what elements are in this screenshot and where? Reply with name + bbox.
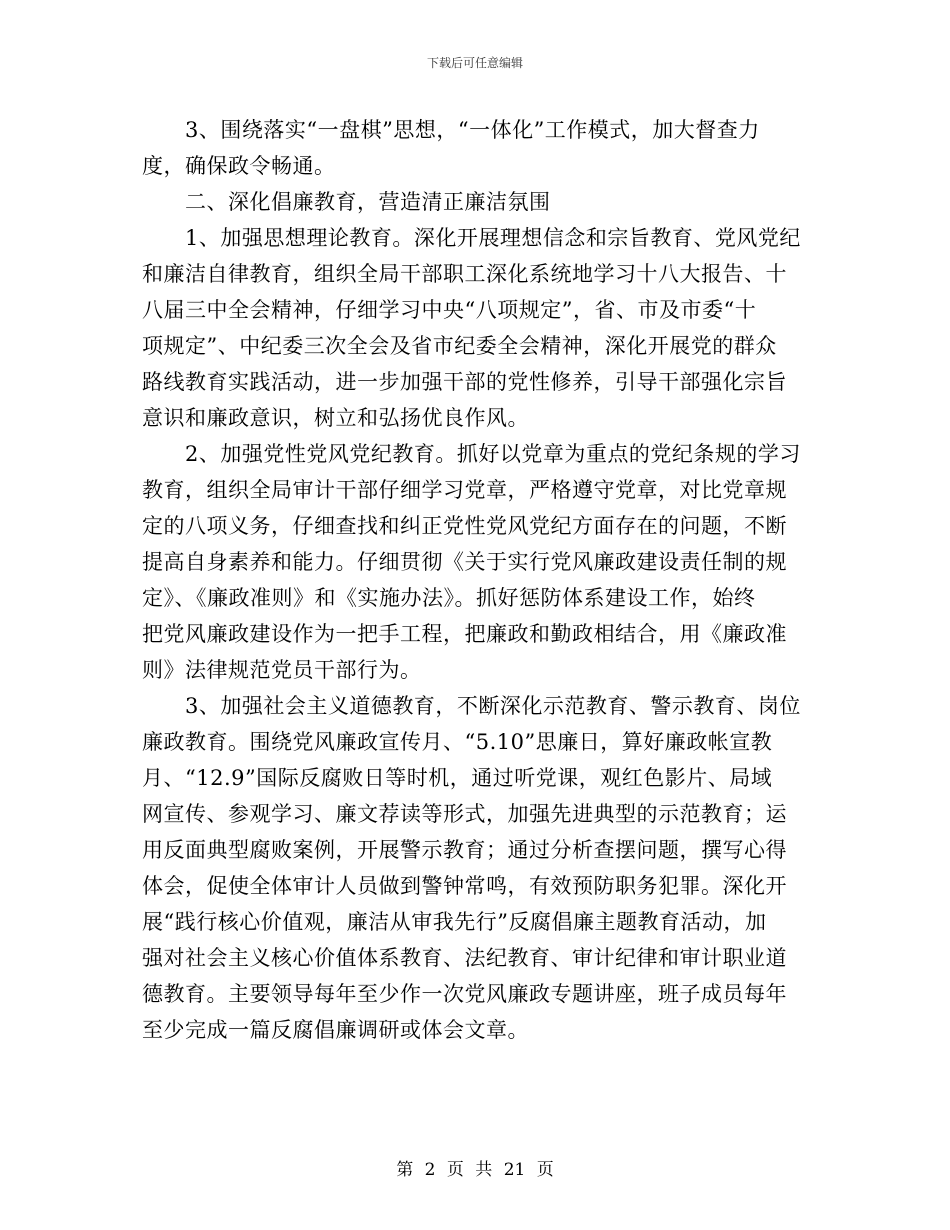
text-line: 项规定”、中纪委三次全会及省市纪委全会精神，深化开展党的群众 <box>142 334 777 358</box>
text-line: 强对社会主义核心价值体系教育、法纪教育、审计纪律和审计职业道 <box>142 946 787 970</box>
text-line: 用反面典型腐败案例，开展警示教育；通过分析查摆问题，撰写心得 <box>142 838 787 862</box>
text-line: 提高自身素养和能力。仔细贯彻《关于实行党风廉政建设责任制的规 <box>142 550 787 574</box>
text-line: 2、加强党性党风党纪教育。抓好以党章为重点的党纪条规的学习 <box>142 442 801 466</box>
text-line: 展“践行核心价值观，廉洁从审我先行”反腐倡廉主题教育活动，加 <box>142 910 767 934</box>
text-line: 德教育。主要领导每年至少作一次党风廉政专题讲座，班子成员每年 <box>142 982 787 1006</box>
document-body <box>142 112 810 1048</box>
text-line: 1、加强思想理论教育。深化开展理想信念和宗旨教育、党风党纪 <box>142 226 801 250</box>
text-line: 定》、《廉政准则》和《实施办法》。抓好惩防体系建设工作，始终 <box>142 586 756 610</box>
text-line: 廉政教育。围绕党风廉政宣传月、“5.10”思廉日，算好廉政帐宣教 <box>142 730 773 754</box>
text-line: 体会，促使全体审计人员做到警钟常鸣，有效预防职务犯罪。深化开 <box>142 874 787 898</box>
text-line: 和廉洁自律教育，组织全局干部职工深化系统地学习十八大报告、十 <box>142 262 787 286</box>
text-line: 3、加强社会主义道德教育，不断深化示范教育、警示教育、岗位 <box>142 694 801 718</box>
text-line: 把党风廉政建设作为一把手工程，把廉政和勤政相结合，用《廉政准 <box>142 622 787 646</box>
text-line: 路线教育实践活动，进一步加强干部的党性修养，引导干部强化宗旨 <box>142 370 787 394</box>
text-line: 定的八项义务，仔细查找和纠正党性党风党纪方面存在的问题，不断 <box>142 514 787 538</box>
text-line: 意识和廉政意识，树立和弘扬优良作风。 <box>142 406 529 430</box>
text-line: 网宣传、参观学习、廉文荐读等形式，加强先进典型的示范教育；运 <box>142 802 787 826</box>
text-line: 3、围绕落实“一盘棋”思想，“一体化”工作模式，加大督查力 <box>142 118 760 142</box>
text-line: 则》法律规范党员干部行为。 <box>142 658 422 682</box>
text-line: 度，确保政令畅通。 <box>142 154 336 178</box>
page-header: 下载后可任意编辑 <box>426 56 523 70</box>
text-line: 八届三中全会精神，仔细学习中央“八项规定”，省、市及市委“十 <box>142 298 757 322</box>
text-line: 至少完成一篇反腐倡廉调研或体会文章。 <box>142 1018 529 1042</box>
section-heading: 二、深化倡廉教育，营造清正廉洁氛围 <box>142 190 551 214</box>
text-line: 月、“12.9”国际反腐败日等时机，通过听党课，观红色影片、局域 <box>142 766 773 790</box>
text-line: 教育，组织全局审计干部仔细学习党章，严格遵守党章，对比党章规 <box>142 478 787 502</box>
page-number-footer: 第 2 页 共 21 页 <box>396 1160 554 1180</box>
